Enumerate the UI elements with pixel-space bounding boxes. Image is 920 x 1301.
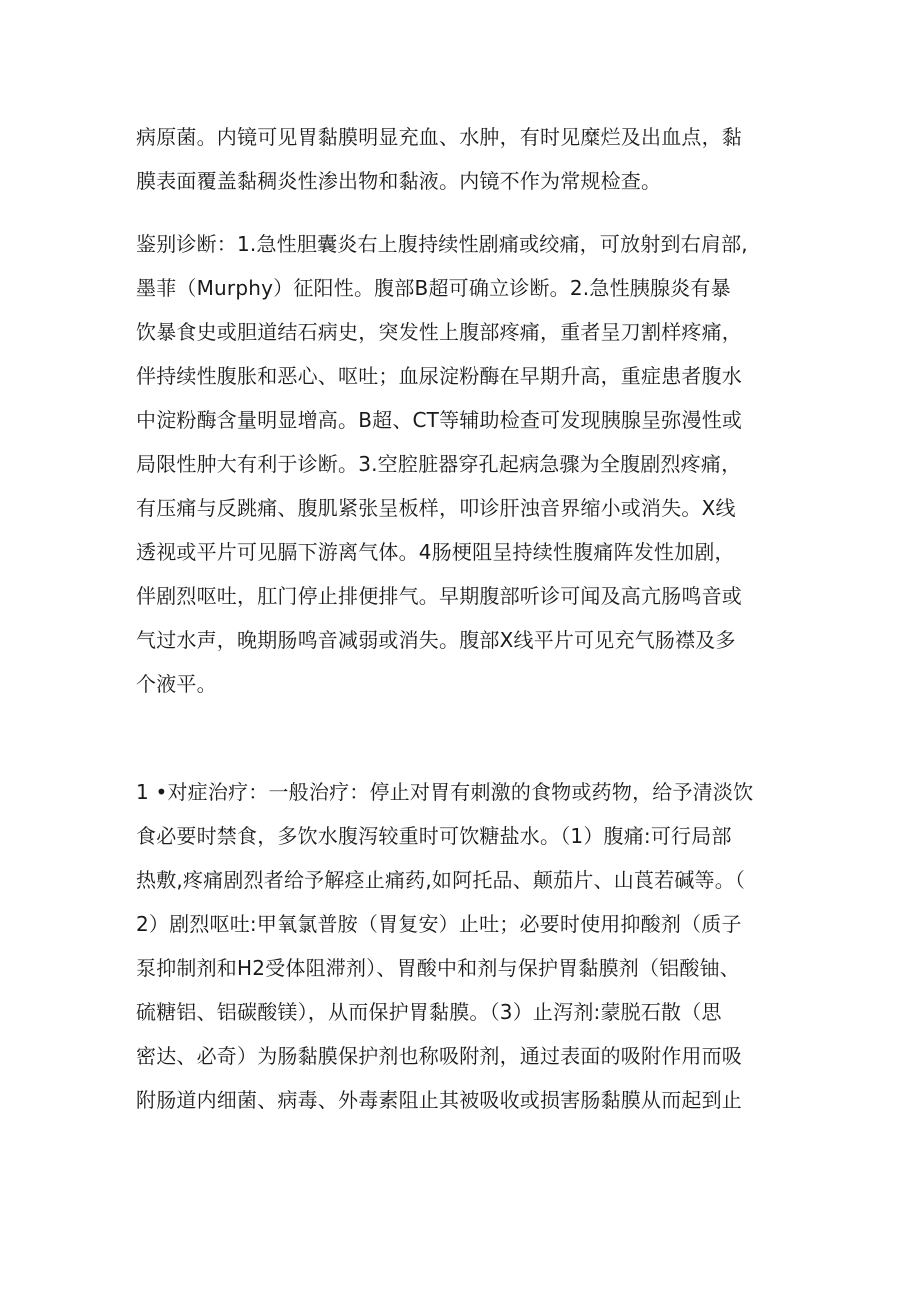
text-line: 饮暴食史或胆道结石病史，突发性上腹部疼痛，重者呈刀割样疼痛，	[136, 320, 742, 344]
text-line: 膜表面覆盖黏稠炎性渗出物和黏液。内镜不作为常规检查。	[136, 169, 662, 193]
text-line: 伴剧烈呕吐，肛门停止排便排气。早期腹部听诊可闻及高亢肠鸣音或	[136, 584, 742, 608]
text-line: 中淀粉酶含量明显增高。B超、CT等辅助检查可发现胰腺呈弥漫性或	[136, 408, 743, 432]
text-line: 个液平。	[136, 672, 217, 696]
text-line: 1 •对症治疗：一般治疗：停止对胃有刺激的食物或药物，给予清淡饮	[136, 780, 754, 804]
text-line: 密达、必奇）为肠黏膜保护剂也称吸附剂，通过表面的吸附作用而吸	[136, 1044, 742, 1068]
text-line: 附肠道内细菌、病毒、外毒素阻止其被吸收或损害肠黏膜从而起到止	[136, 1088, 742, 1112]
text-line: 热敷,疼痛剧烈者给予解痉止痛药,如阿托品、颠茄片、山莨若碱等。（	[136, 868, 746, 892]
text-line: 鉴别诊断：1.急性胆囊炎右上腹持续性剧痛或绞痛，可放射到右肩部,	[136, 232, 748, 256]
text-line: 食必要时禁食，多饮水腹泻较重时可饮糖盐水。（1）腹痛:可行局部	[136, 824, 732, 848]
text-line: 有压痛与反跳痛、腹肌紧张呈板样，叩诊肝浊音界缩小或消失。X线	[136, 496, 736, 520]
text-line: 泵抑制剂和H2受体阻滞剂）、胃酸中和剂与保护胃黏膜剂（铝酸铀、	[136, 956, 740, 980]
text-line: 病原菌。内镜可见胃黏膜明显充血、水肿，有时见糜烂及出血点，黏	[136, 125, 742, 149]
text-line: 透视或平片可见膈下游离气体。4肠梗阻呈持续性腹痛阵发性加剧，	[136, 540, 735, 564]
text-line: 伴持续性腹胀和恶心、呕吐；血尿淀粉酶在早期升高，重症患者腹水	[136, 364, 742, 388]
paragraph-symptomatic-treatment	[136, 770, 796, 1122]
text-line: 局限性肿大有利于诊断。3.空腔脏器穿孔起病急骤为全腹剧烈疼痛，	[136, 452, 742, 476]
text-line: 墨菲（Murphy）征阳性。腹部B超可确立诊断。2.急性胰腺炎有暴	[136, 276, 731, 300]
text-line: 2）剧烈呕吐:甲氧氯普胺（胃复安）止吐；必要时使用抑酸剂（质子	[136, 912, 742, 936]
paragraph-differential-diagnosis	[136, 222, 796, 706]
paragraph-pathogen-endoscopy	[136, 115, 796, 203]
text-line: 气过水声，晚期肠鸣音减弱或消失。腹部X线平片可见充气肠襟及多	[136, 628, 736, 652]
text-line: 硫糖铝、铝碳酸镁），从而保护胃黏膜。（3）止泻剂:蒙脱石散（思	[136, 1000, 722, 1024]
